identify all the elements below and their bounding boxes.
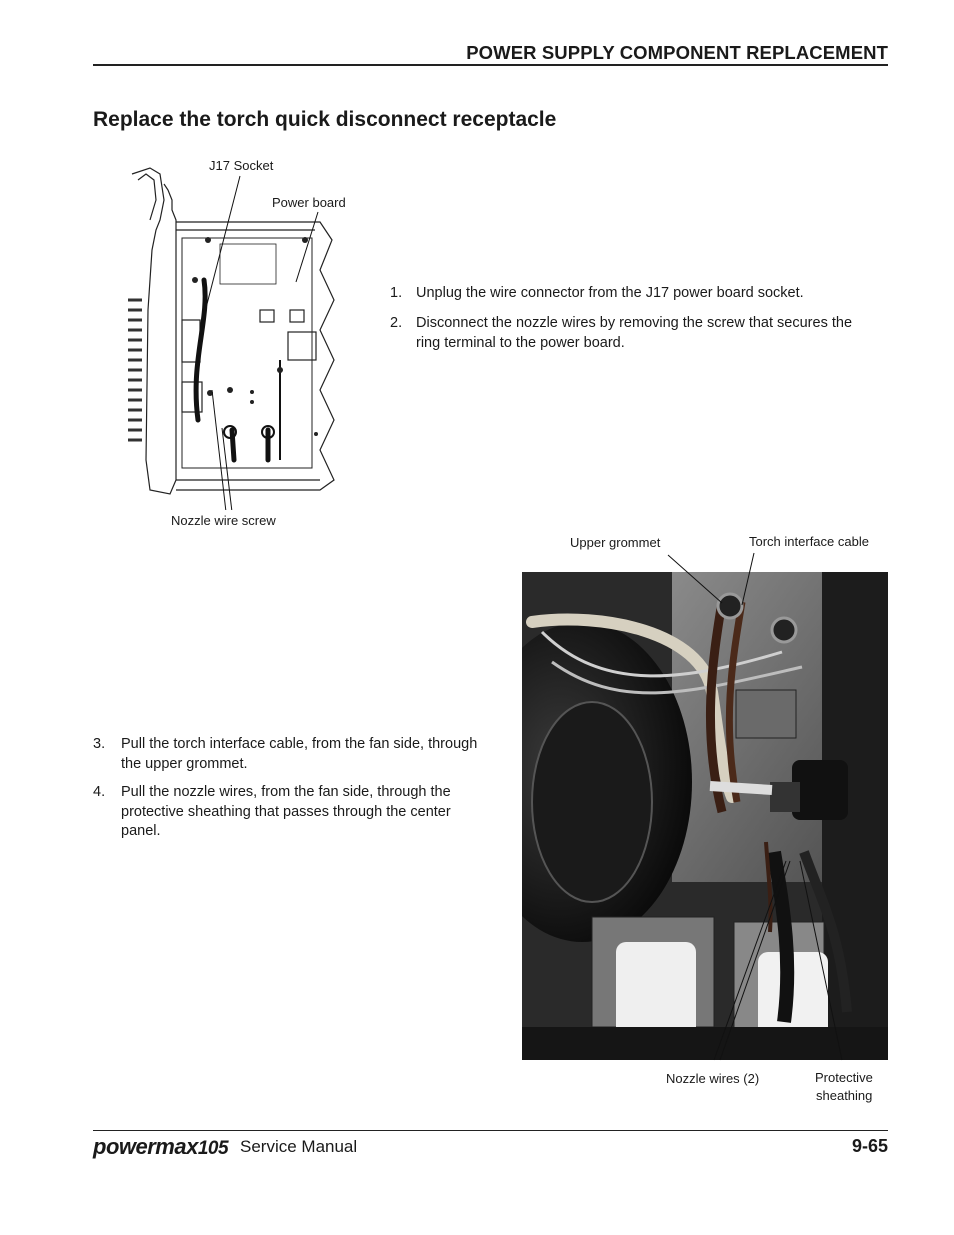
step-4-text: Pull the nozzle wires, from the fan side, through the protective sheathing that passes through the center panel. [121, 784, 451, 839]
upper-grommet-label: Upper grommet [570, 535, 661, 550]
nozzle-wire-screw-label: Nozzle wire screw [171, 513, 276, 528]
step-3-text: Pull the torch interface cable, from the fan side, through the upper grommet. [121, 736, 478, 772]
protective-sheathing-label-line2: sheathing [816, 1088, 873, 1103]
step-1 [390, 284, 880, 304]
step-2-text: Disconnect the nozzle wires by removing the screw that secures the ring terminal to the power board. [416, 315, 853, 351]
photo-callout-lines [660, 545, 860, 1070]
step-1-text: Unplug the wire connector from the J17 power board socket. [416, 285, 804, 301]
header-divider [93, 64, 888, 66]
step-4 [93, 783, 493, 842]
step-4-number: 4. [93, 784, 106, 800]
page-title: Replace the torch quick disconnect receptacle [93, 108, 557, 131]
j17-socket-label: J17 Socket [209, 158, 274, 173]
torch-interface-cable-label: Torch interface cable [749, 534, 869, 549]
protective-sheathing-label-line1: Protective [815, 1070, 873, 1085]
step-2 [390, 314, 880, 353]
power-board-diagram [120, 160, 350, 510]
brand-name: powermax [93, 1134, 198, 1159]
brand-model: 105 [197, 1138, 229, 1159]
power-board-label: Power board [272, 195, 346, 210]
manual-title: Service Manual [240, 1137, 358, 1156]
step-3-number: 3. [93, 736, 106, 752]
footer-divider [93, 1130, 888, 1131]
nozzle-wires-label: Nozzle wires (2) [666, 1071, 760, 1086]
section-header: POWER SUPPLY COMPONENT REPLACEMENT [466, 42, 888, 63]
step-2-number: 2. [390, 315, 403, 331]
brand-logo [93, 1134, 228, 1160]
page-number: 9-65 [851, 1136, 888, 1156]
step-3 [93, 735, 493, 774]
step-1-number: 1. [390, 285, 403, 301]
